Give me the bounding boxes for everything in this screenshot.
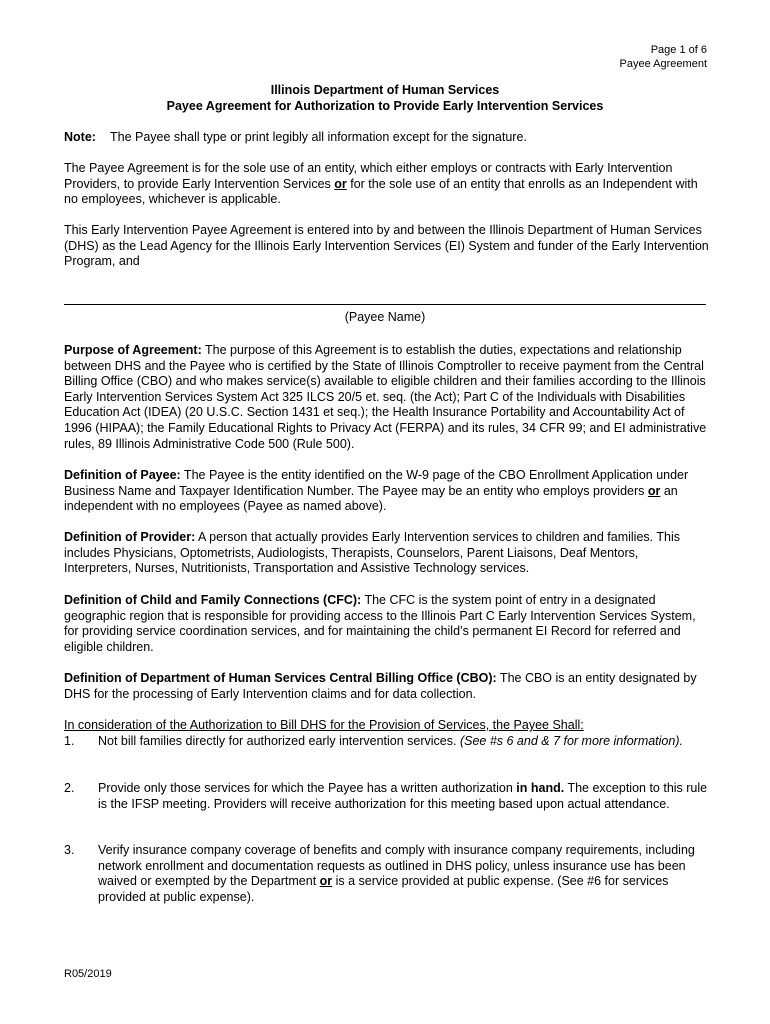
purpose-text: The purpose of this Agreement is to establish the duties, expectations and relationship between DHS and the Payee who is certified by the State of Illinois Comptroller to receive payment from the Central Billing Office (CBO) and who makes service(s) available to eligible children and their families according to the Illinois Early Intervention Services System Act 325 ILCS 20/5 et. seq. (the Act); Part C of the Individuals with Disabilities Education Act (IDEA) (20 U.S.C. Section 1431 et seq.); the Health Insurance Portability and Accountability Act of 1996 (HIPAA); the Family Educational Rights to Privacy Act (FERPA) and its rules, 34 CFR 99; and EI administrative rules, 89 Illinois Administrative Code 500 (Rule 500). <box>64 343 707 451</box>
intro-text-b: for the sole use of an entity that enrolls as an Independent with no employees, whichever is applicable. <box>64 176 698 207</box>
list-text-italic: (See #s 6 and & 7 for more information). <box>459 734 683 748</box>
payee-definition-text-a: The Payee is the entity identified on the W-9 page of the CBO Enrollment Application under Business Name and Taxpayer Identification Number. The Payee may be an entity who employs providers <box>64 468 689 498</box>
note <box>64 130 709 146</box>
provider-definition-label: Definition of Provider: <box>64 530 196 544</box>
list-text-a: Provide only those services for which the Payee has a written authorization <box>98 781 517 795</box>
document-title: Payee Agreement for Authorization to Provide Early Intervention Services <box>166 99 604 113</box>
page-header <box>620 43 707 71</box>
list-text-b: is a service provided at public expense. (See #6 for services provided at public expense). <box>98 874 669 904</box>
page-number: Page 1 of 6 <box>650 44 707 56</box>
emphasis-or: or <box>334 176 347 191</box>
provider-definition <box>64 530 709 577</box>
cfc-definition-label: Definition of Child and Family Connections (CFC): <box>64 593 362 607</box>
cbo-definition-text: The CBO is an entity designated by DHS for the processing of Early Intervention claims and for data collection. <box>64 671 697 701</box>
list-number: 3. <box>64 843 75 857</box>
list-text-a: Verify insurance company coverage of benefits and comply with insurance company requirements, including network enrollment and documentation requests as outlined in DHS policy, unless insurance use has been waived or exempted by the Department <box>98 843 695 889</box>
cfc-definition <box>64 593 709 655</box>
emphasis-or: or <box>319 874 333 889</box>
agency-title: Illinois Department of Human Services <box>270 83 500 97</box>
note-label: Note: <box>64 130 96 144</box>
emphasis-or: or <box>647 483 661 498</box>
payee-definition-label: Definition of Payee: <box>64 468 181 482</box>
consideration-heading <box>64 718 709 734</box>
note-text: The Payee shall type or print legibly all information except for the signature. <box>110 130 527 144</box>
list-text-b: The exception to this rule is the IFSP meeting. Providers will receive authorization for this meeting based upon actual attendance. <box>98 781 708 811</box>
revision-footer: R05/2019 <box>64 968 112 980</box>
payee-name-caption: (Payee Name) <box>344 310 426 324</box>
cbo-definition-label: Definition of Department of Human Services Central Billing Office (CBO): <box>64 671 497 685</box>
payee-name-line[interactable] <box>64 304 706 305</box>
purpose-label: Purpose of Agreement: <box>64 343 202 357</box>
list-text <box>98 843 709 905</box>
intro-paragraph-1 <box>64 161 709 208</box>
provider-definition-text: A person that actually provides Early Intervention services to children and families. This includes Physicians, Optometrists, Audiologists, Therapists, Counselors, Parent Liaisons, Deaf Mentors, Interpreters, Nurses, Nutritionists, Transportation and Assistive Technology services. <box>64 530 680 576</box>
list-text-bold: in hand. <box>516 781 565 795</box>
intro-paragraph-2: This Early Intervention Payee Agreement is entered into by and between the Illinois Department of Human Services (DHS) as the Lead Agency for the Illinois Early Intervention Services (EI) System and funder of the Early Intervention Program, and <box>64 223 709 269</box>
list-number: 2. <box>64 781 75 795</box>
list-text-body: Not bill families directly for authorized early intervention services. <box>98 734 460 748</box>
document-name: Payee Agreement <box>619 58 707 70</box>
payee-definition-text-b: an independent with no employees (Payee as named above). <box>64 483 678 514</box>
list-text <box>98 734 709 750</box>
intro-text-a: The Payee Agreement is for the sole use of an entity, which either employs or contracts with Early Intervention Providers, to provide Early Intervention Services <box>64 161 673 191</box>
purpose-paragraph <box>64 343 709 452</box>
cbo-definition <box>64 671 709 702</box>
consideration-text: In consideration of the Authorization to Bill DHS for the Provision of Services, the Payee Shall: <box>64 718 584 732</box>
list-number: 1. <box>64 734 75 748</box>
list-text <box>98 781 709 812</box>
payee-definition <box>64 468 709 515</box>
cfc-definition-text: The CFC is the system point of entry in a designated geographic region that is responsible for providing access to the Illinois Part C Early Intervention Services System, for providing service coordination services, and for maintaining the child’s permanent EI Record for referred and eligible children. <box>64 593 696 654</box>
